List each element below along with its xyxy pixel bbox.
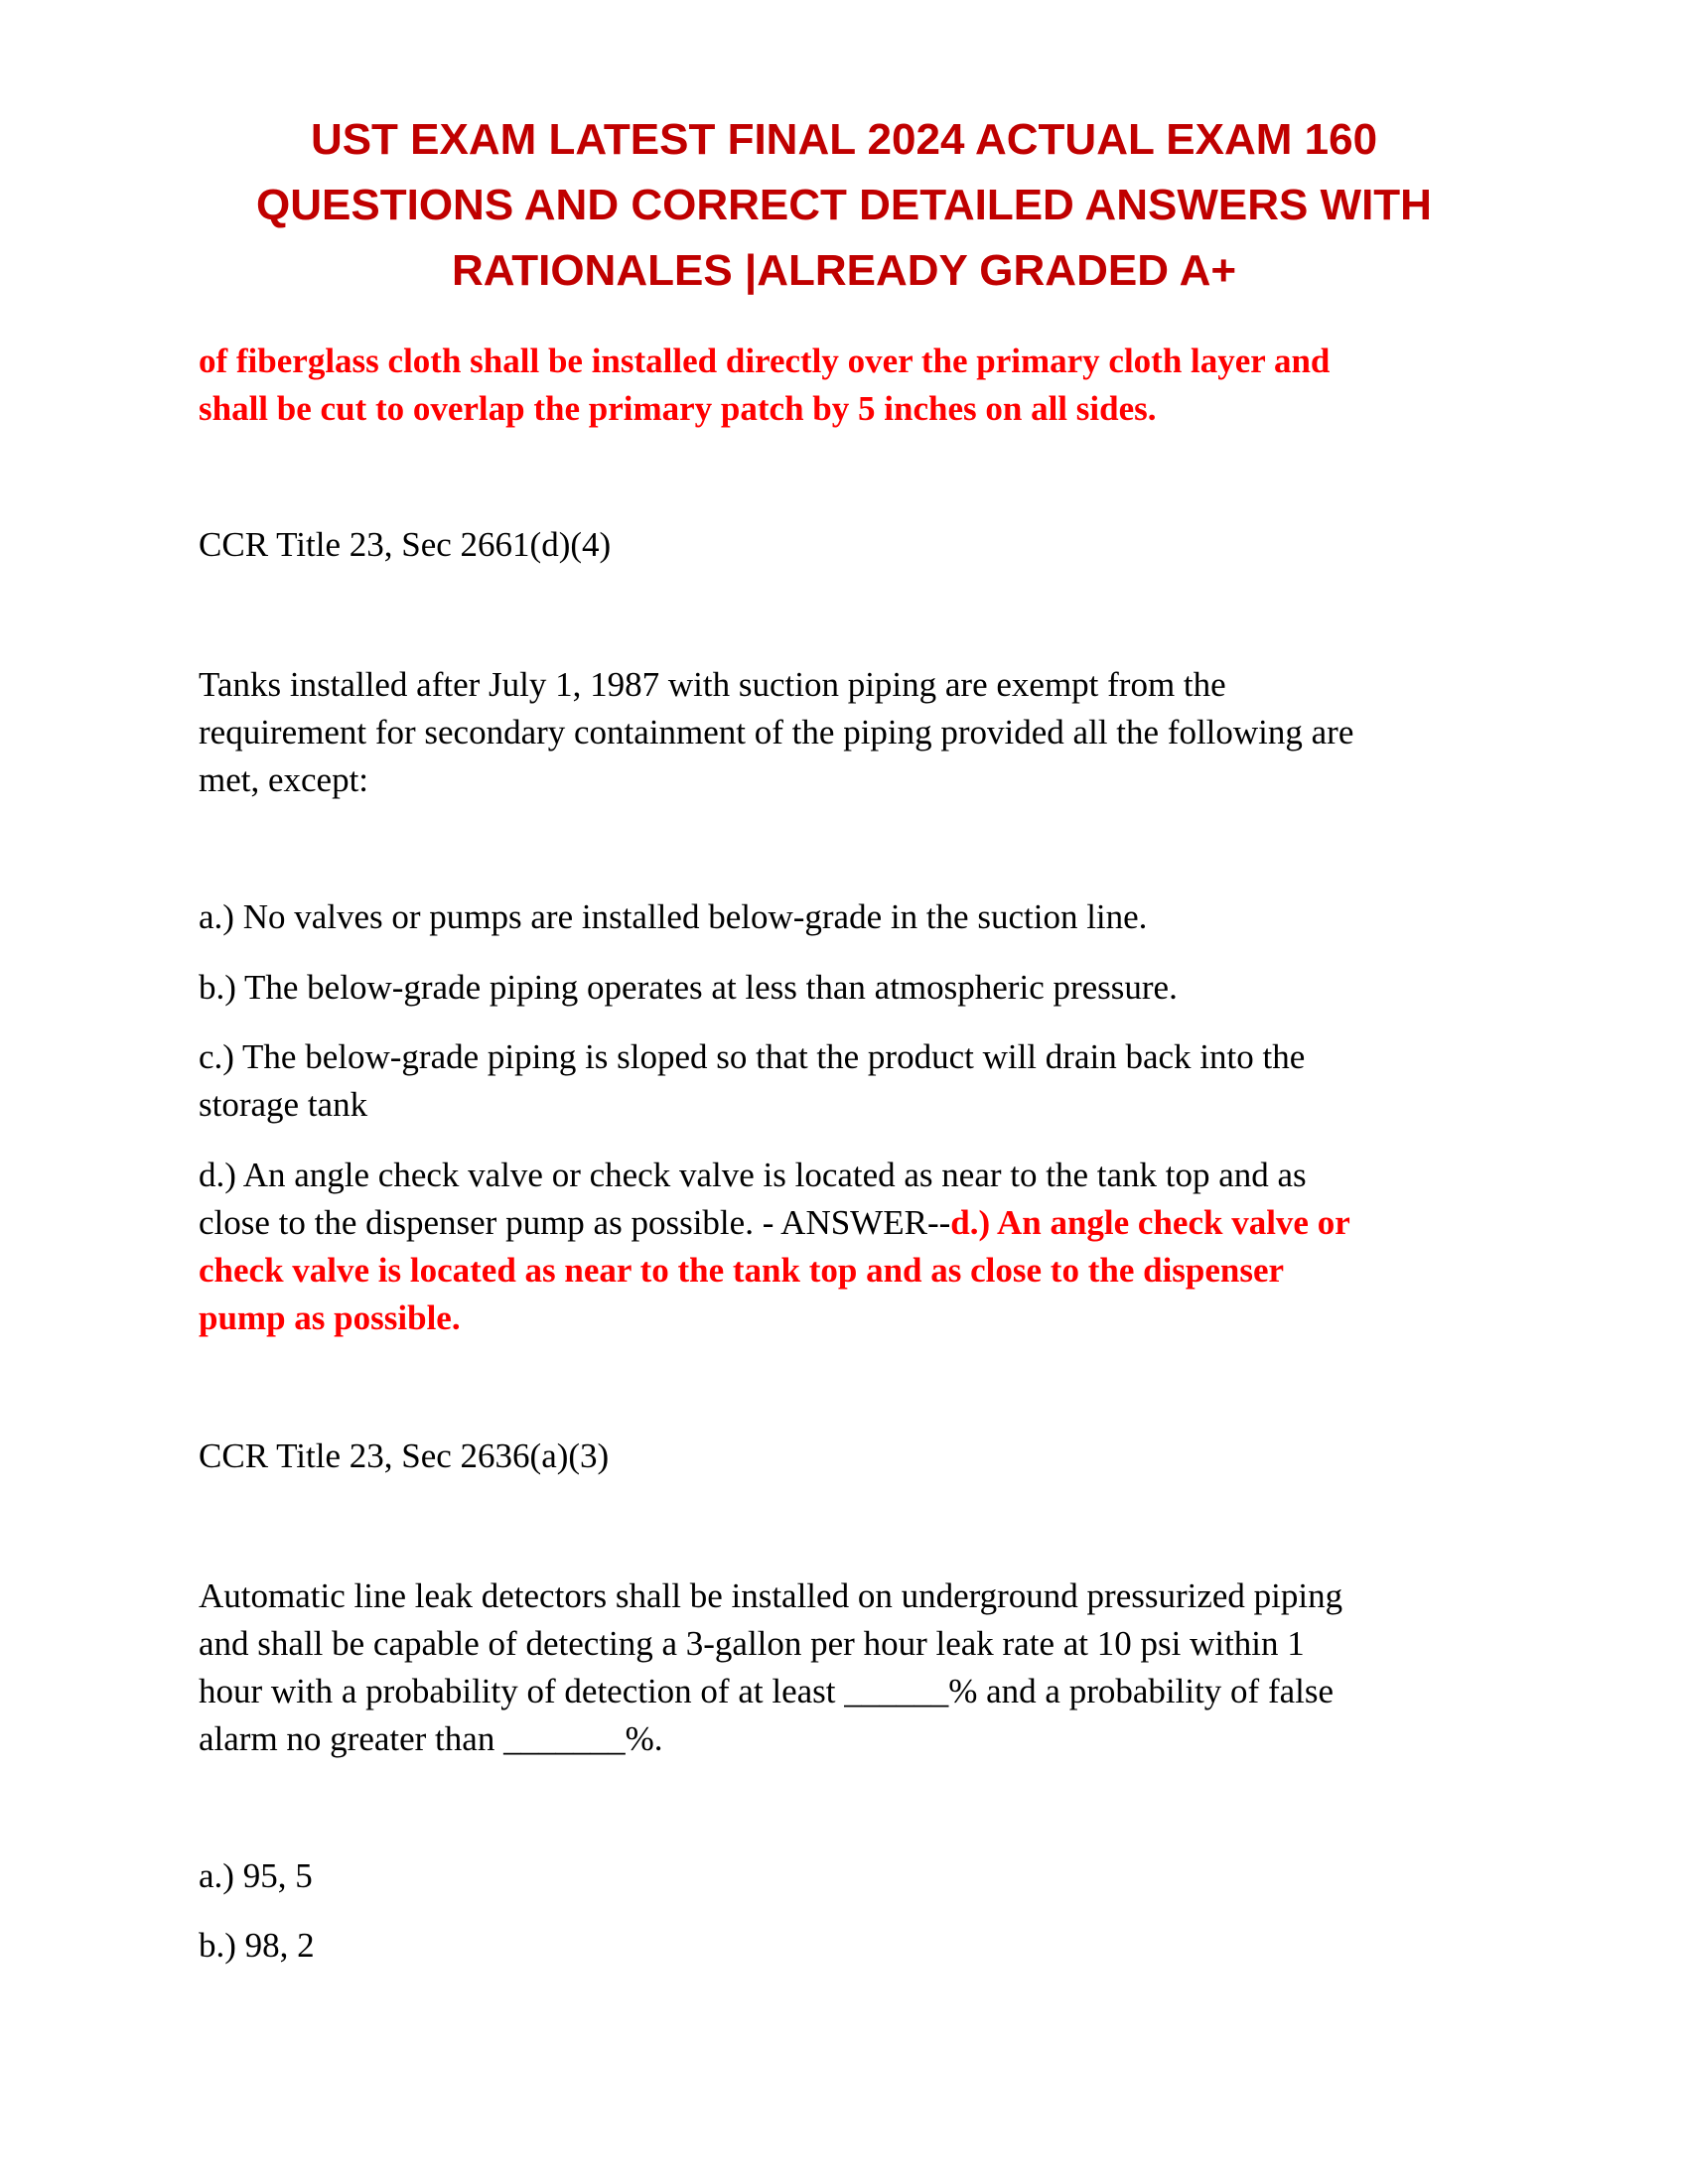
option-d-text: close to the dispenser pump as possible. - ANSWER-- bbox=[199, 1203, 951, 1242]
reference-citation: CCR Title 23, Sec 2636(a)(3) bbox=[199, 1436, 610, 1475]
option-d-line: d.) An angle check valve or check valve is located as near to the tank top and as bbox=[199, 1156, 1307, 1194]
carryover-answer-line: of fiberglass cloth shall be installed directly over the primary cloth layer and bbox=[199, 341, 1331, 380]
option-d-line bbox=[199, 1199, 1509, 1247]
correct-answer-line: pump as possible. bbox=[199, 1298, 461, 1337]
carryover-answer-line: shall be cut to overlap the primary patch by 5 inches on all sides. bbox=[199, 389, 1157, 428]
title-line: UST EXAM LATEST FINAL 2024 ACTUAL EXAM 160 bbox=[310, 115, 1378, 164]
title-line: QUESTIONS AND CORRECT DETAILED ANSWERS WITH bbox=[256, 181, 1432, 229]
question-text-line: met, except: bbox=[199, 760, 369, 799]
question-text-line: requirement for secondary containment of the piping provided all the following are bbox=[199, 713, 1354, 751]
question-text-line: hour with a probability of detection of at least ______% and a probability of false bbox=[199, 1672, 1335, 1710]
document-title bbox=[149, 107, 1539, 304]
question-text-line: Automatic line leak detectors shall be installed on underground pressurized piping bbox=[199, 1576, 1343, 1615]
option-c-line: c.) The below-grade piping is sloped so that the product will drain back into the bbox=[199, 1037, 1306, 1076]
option-b: b.) The below-grade piping operates at less than atmospheric pressure. bbox=[199, 968, 1178, 1007]
option-a: a.) No valves or pumps are installed below-grade in the suction line. bbox=[199, 897, 1148, 936]
title-line: RATIONALES |ALREADY GRADED A+ bbox=[451, 246, 1237, 295]
reference-citation: CCR Title 23, Sec 2661(d)(4) bbox=[199, 525, 612, 564]
option-c-line: storage tank bbox=[199, 1085, 368, 1124]
question-text-line: alarm no greater than _______%. bbox=[199, 1719, 663, 1758]
question-text-line: and shall be capable of detecting a 3-gallon per hour leak rate at 10 psi within 1 bbox=[199, 1624, 1305, 1663]
option-a: a.) 95, 5 bbox=[199, 1856, 313, 1895]
correct-answer-line: check valve is located as near to the tank top and as close to the dispenser bbox=[199, 1251, 1285, 1290]
question-text-line: Tanks installed after July 1, 1987 with suction piping are exempt from the bbox=[199, 665, 1226, 704]
option-b: b.) 98, 2 bbox=[199, 1926, 315, 1965]
correct-answer: d.) An angle check valve or bbox=[950, 1203, 1350, 1242]
